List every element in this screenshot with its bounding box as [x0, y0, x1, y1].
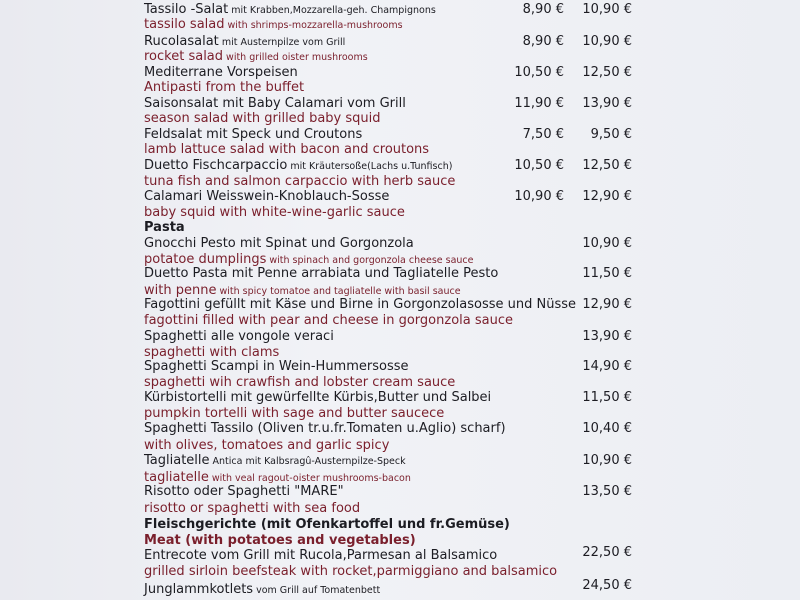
price-large: 10,90 € [582, 34, 632, 49]
price-small: 7,50 € [522, 127, 564, 142]
price: 10,90 € [582, 236, 632, 251]
item-name-de: Spaghetti Scampi in Wein-Hummersosse [144, 359, 409, 374]
item-name-de: Duetto Fischcarpaccio mit Kräutersoße(Lachs u.Tunfisch) [144, 158, 453, 173]
item-name-en: rocket salad with grilled oister mushrooms [144, 49, 368, 64]
price-large: 12,90 € [582, 189, 632, 204]
price: 24,50 € [582, 578, 632, 593]
price-small: 8,90 € [522, 2, 564, 17]
item-name-de: Feldsalat mit Speck und Croutons [144, 127, 363, 142]
price: 10,90 € [582, 453, 632, 468]
price-large: 12,50 € [582, 158, 632, 173]
item-name-de: Rucolasalat mit Austernpilze vom Grill [144, 34, 346, 49]
item-name-de: Calamari Weisswein-Knoblauch-Sosse [144, 189, 390, 204]
item-name-en: potatoe dumplings with spinach and gorgonzola cheese sauce [144, 252, 474, 267]
item-name-en: risotto or spaghetti with sea food [144, 501, 361, 516]
item-name-de: Tagliatelle Antica mit Kalbsragû-Austernpilze-Speck [144, 453, 406, 468]
item-name-de: Risotto oder Spaghetti "MARE" [144, 484, 344, 499]
item-name-en: tassilo salad with shrimps-mozzarella-mushrooms [144, 17, 403, 32]
item-name-en: spaghetti with clams [144, 345, 280, 360]
item-name-en: pumpkin tortelli with sage and butter saucece [144, 406, 445, 421]
item-name-en: tagliatelle with veal ragout-oister mushrooms-bacon [144, 470, 411, 485]
price: 11,50 € [582, 266, 632, 281]
price-large: 10,90 € [582, 2, 632, 17]
item-name-en: season salad with grilled baby squid [144, 111, 381, 126]
item-name-de: Entrecote vom Grill mit Rucola,Parmesan al Balsamico [144, 548, 498, 563]
price: 14,90 € [582, 359, 632, 374]
item-name-de: Mediterrane Vorspeisen [144, 65, 298, 80]
item-name-en: spaghetti wih crawfish and lobster cream sauce [144, 375, 456, 390]
item-name-en: tuna fish and salmon carpaccio with herb sauce [144, 174, 456, 189]
item-name-de: Saisonsalat mit Baby Calamari vom Grill [144, 96, 406, 111]
price-small: 10,50 € [514, 158, 564, 173]
item-name-de: Gnocchi Pesto mit Spinat und Gorgonzola [144, 236, 414, 251]
item-name-en: lamb lattuce salad with bacon and croutons [144, 142, 430, 157]
price-small: 8,90 € [522, 34, 564, 49]
price-large: 12,50 € [582, 65, 632, 80]
section-title-meat-en: Meat (with potatoes and vegetables) [144, 533, 416, 548]
item-name-de: Fagottini gefüllt mit Käse und Birne in Gorgonzolasosse und Nüsse [144, 297, 577, 312]
price-small: 11,90 € [514, 96, 564, 111]
price: 13,50 € [582, 484, 632, 499]
section-title-meat-de: Fleischgerichte (mit Ofenkartoffel und fr.Gemüse) [144, 517, 510, 532]
item-name-en: with olives, tomatoes and garlic spicy [144, 438, 390, 453]
price-small: 10,90 € [514, 189, 564, 204]
price: 12,90 € [582, 297, 632, 312]
item-name-en: baby squid with white-wine-garlic sauce [144, 205, 405, 220]
price-large: 13,90 € [582, 96, 632, 111]
price: 22,50 € [582, 545, 632, 560]
section-title-pasta: Pasta [144, 220, 185, 235]
price: 11,50 € [582, 390, 632, 405]
item-name-de: Spaghetti Tassilo (Oliven tr.u.fr.Tomaten u.Aglio) scharf) [144, 421, 506, 436]
item-name-de: Tassilo -Salat mit Krabben,Mozzarella-geh. Champignons [144, 2, 436, 17]
item-name-de: Junglammkotlets vom Grill auf Tomatenbett [144, 582, 381, 597]
item-name-en: grilled sirloin beefsteak with rocket,parmiggiano and balsamico [144, 564, 558, 579]
price: 13,90 € [582, 329, 632, 344]
price-small: 10,50 € [514, 65, 564, 80]
item-name-en: Antipasti from the buffet [144, 80, 305, 95]
item-name-en: fagottini filled with pear and cheese in gorgonzola sauce [144, 313, 513, 328]
item-name-de: Duetto Pasta mit Penne arrabiata und Tagliatelle Pesto [144, 266, 499, 281]
item-name-de: Kürbistortelli mit gewürfellte Kürbis,Butter und Salbei [144, 390, 492, 405]
item-name-en: with penne with spicy tomatoe and tagliatelle with basil sauce [144, 283, 461, 298]
price-large: 9,50 € [590, 127, 632, 142]
item-name-de: Spaghetti alle vongole veraci [144, 329, 334, 344]
price: 10,40 € [582, 421, 632, 436]
